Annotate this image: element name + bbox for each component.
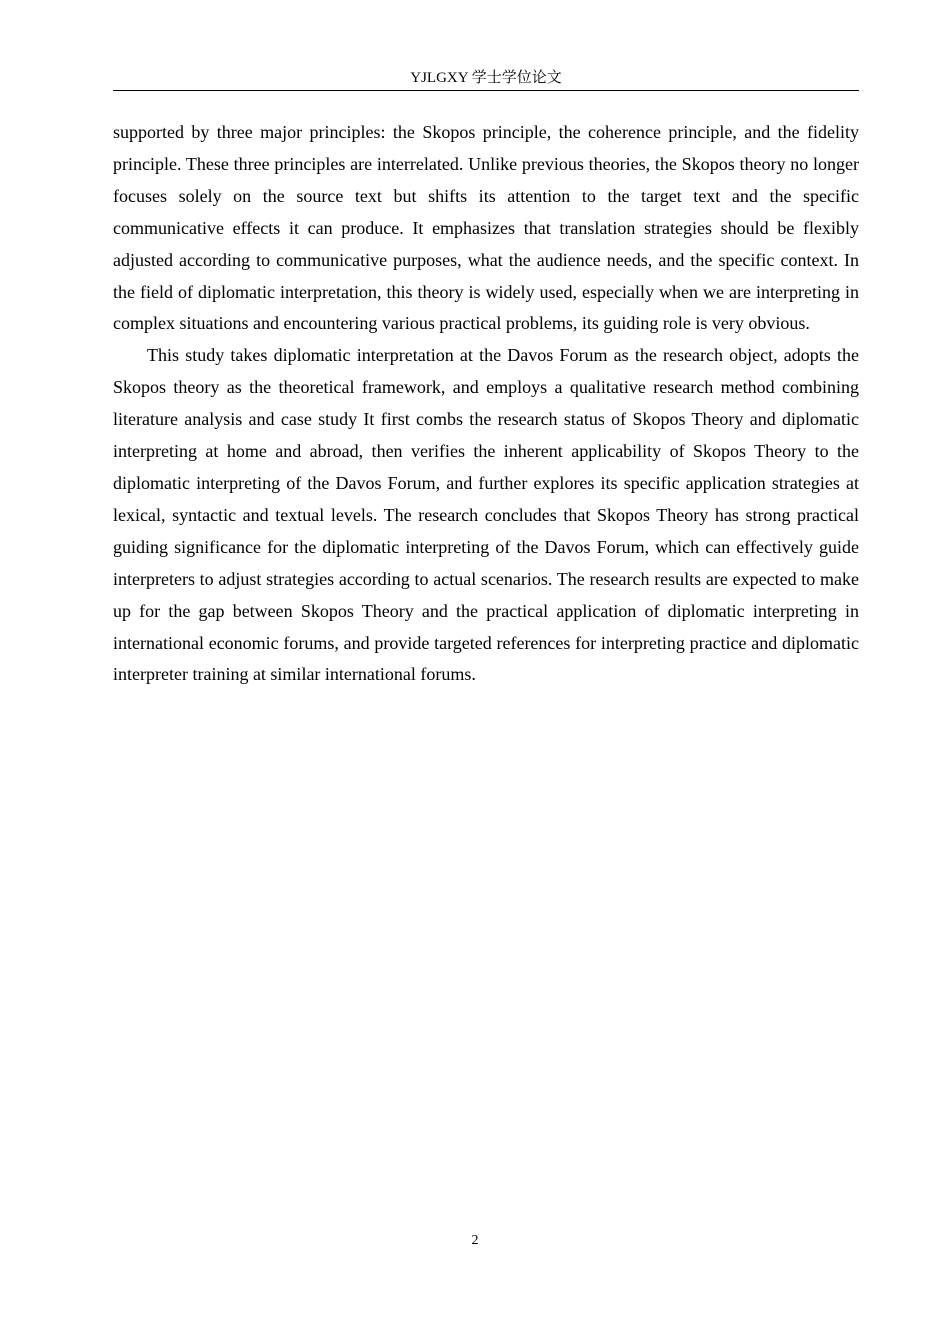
body-text: [113, 117, 859, 691]
paragraph-continuation: supported by three major principles: the Skopos principle, the coherence principle, and the fidelity principle. These three principles are interrelated. Unlike previous theories, the Skopos theory no longer focuses solely on the source text but shifts its attention to the target text and the specific communicative effects it can produce. It emphasizes that translation strategies should be flexibly adjusted according to communicative purposes, what the audience needs, and the specific context. In the field of diplomatic interpretation, this theory is widely used, especially when we are interpreting in complex situations and encountering various practical problems, its guiding role is very obvious.: [113, 122, 859, 334]
header-title: YJLGXY 学士学位论文: [410, 70, 562, 86]
paragraph-study-overview: This study takes diplomatic interpretation at the Davos Forum as the research object, adopts the Skopos theory as the theoretical framework, and employs a qualitative research method combining literature analysis and case study It first combs the research status of Skopos Theory and diplomatic interpreting at home and abroad, then verifies the inherent applicability of Skopos Theory to the diplomatic interpreting of the Davos Forum, and further explores its specific application strategies at lexical, syntactic and textual levels. The research concludes that Skopos Theory has strong practical guiding significance for the diplomatic interpreting of the Davos Forum, which can effectively guide interpreters to adjust strategies according to actual scenarios. The research results are expected to make up for the gap between Skopos Theory and the practical application of diplomatic interpreting in international economic forums, and provide targeted references for interpreting practice and diplomatic interpreter training at similar international forums.: [113, 345, 859, 685]
page-number: 2: [471, 1233, 479, 1248]
page-header: [113, 66, 859, 91]
